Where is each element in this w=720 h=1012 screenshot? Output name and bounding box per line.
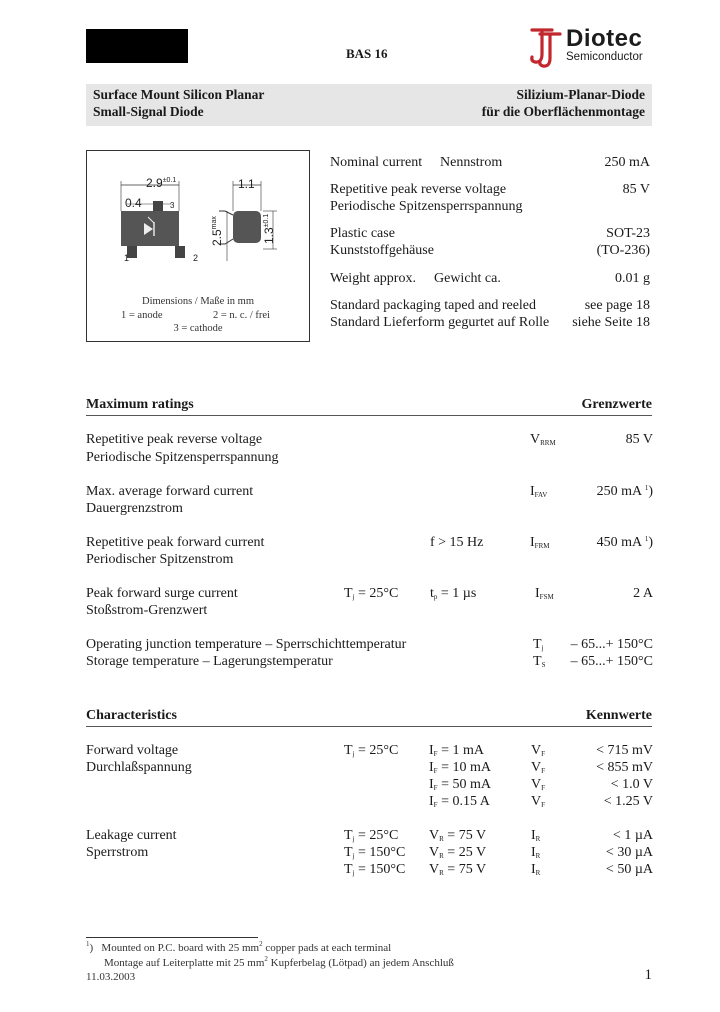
document-date: 11.03.2003: [86, 971, 136, 983]
max-ratings-title-de: Grenzwerte: [581, 397, 652, 412]
ch-ir-row-symbol: $I_R$: [531, 862, 541, 877]
ch-vf-row-value: < 855 mV: [596, 760, 653, 775]
black-header-bar: [86, 29, 188, 63]
mr-ts-label: Storage temperature – Lagerungstemperatur: [86, 654, 333, 669]
spec-pack-value: see page 18: [584, 298, 650, 313]
spec-case-value: SOT-23: [606, 226, 650, 241]
spec-case-value-2: (TO-236): [596, 243, 650, 258]
mr-frm-value: 450 mA $^1$): [596, 535, 653, 550]
dim-length: $2.5^{max}$: [210, 216, 224, 246]
spec-nominal-value: 250 mA: [604, 155, 650, 170]
spec-weight-label: Weight approx.: [330, 271, 416, 286]
mr-fsm-value: 2 A: [633, 586, 653, 601]
spec-pack-label-de: Standard Lieferform gegurtet auf Rolle: [330, 315, 550, 330]
ch-vf-row-condition: $I_F = 1$ mA: [429, 743, 484, 758]
mr-frm-symbol: $I_{FRM}$: [530, 535, 550, 550]
drawing-caption-cathode: 3 = cathode: [173, 323, 223, 334]
ch-ir-row-symbol: $I_R$: [531, 828, 541, 843]
max-ratings-title: Maximum ratings: [86, 397, 194, 412]
ch-vf-row-symbol: $V_F$: [531, 743, 546, 758]
spec-pack-value-de: siehe Seite 18: [572, 315, 650, 330]
footnote-de: Montage auf Leiterplatte mit 25 $mm^2$ Kupferbelag (Lötpad) an jedem Anschluß: [104, 955, 454, 969]
spec-vrrm-label-de: Periodische Spitzensperrspannung: [330, 199, 523, 214]
diotec-logo-icon: [528, 26, 564, 68]
characteristics-title-de: Kennwerte: [585, 708, 652, 723]
spec-case-label-de: Kunststoffgehäuse: [330, 243, 434, 258]
mr-fav-label-de: Dauergrenzstrom: [86, 501, 183, 516]
mr-vrrm-label-de: Periodische Spitzensperrspannung: [86, 450, 279, 465]
mr-fav-label: Max. average forward current: [86, 484, 254, 499]
pin-3-label: 3: [170, 201, 175, 210]
title-en-line2: Small-Signal Diode: [93, 104, 204, 119]
characteristics-divider: [86, 726, 652, 727]
mr-frm-label: Repetitive peak forward current: [86, 535, 265, 550]
ch-vf-row-symbol: $V_F$: [531, 777, 546, 792]
dim-lead: 0.4: [125, 196, 142, 210]
spec-weight-label-de: Gewicht ca.: [434, 271, 501, 286]
ch-ir-row-symbol: $I_R$: [531, 845, 541, 860]
page-number: 1: [644, 967, 652, 983]
ch-vf-row-symbol: $V_F$: [531, 794, 546, 809]
title-de-line1: Silizium-Planar-Diode: [516, 87, 645, 102]
characteristics-title: Characteristics: [86, 708, 177, 723]
ch-vf-label-de: Durchlaßspannung: [86, 760, 192, 775]
dim-depth: $1.3^{\pm 0.1}$: [262, 213, 276, 244]
ch-ir-row-condition: $V_R = 25$ V: [429, 845, 487, 860]
mr-vrrm-label: Repetitive peak reverse voltage: [86, 432, 263, 447]
brand-subtitle: Semiconductor: [566, 51, 643, 63]
mr-ts-symbol: $T_S$: [533, 654, 546, 669]
ch-ir-row-value: < 1 µA: [612, 828, 653, 843]
footnote-en: $^1$) Mounted on P.C. board with 25 $mm^2$ copper pads at each terminal: [86, 940, 392, 954]
title-de-line2: für die Oberflächenmontage: [481, 104, 645, 119]
spec-nominal-label: Nominal current: [330, 155, 423, 170]
mr-fav-value: 250 mA $^1$): [596, 484, 653, 499]
ch-ir-row-condition: $V_R = 75$ V: [429, 862, 487, 877]
mr-fsm-condition-tj: $T_j = 25^\circ C$: [344, 586, 399, 601]
spec-nominal-label-de: Nennstrom: [440, 155, 503, 170]
ch-vf-row-condition: $I_F = 10$ mA: [429, 760, 491, 775]
drawing-caption-nc: 2 = n. c. / frei: [213, 310, 270, 321]
spec-pack-label: Standard packaging taped and reeled: [330, 298, 537, 313]
mr-fsm-condition-tp: $t_p = 1$ µs: [430, 586, 477, 601]
spec-vrrm-label: Repetitive peak reverse voltage: [330, 182, 507, 197]
ch-vf-row-value: < 1.0 V: [610, 777, 653, 792]
title-en-line1: Surface Mount Silicon Planar: [93, 87, 265, 102]
ch-ir-row-tj: $T_j = 150^\circ C$: [344, 845, 406, 860]
mr-tj-value: – 65...+ 150°C: [570, 637, 653, 652]
brand-name: Diotec: [566, 25, 643, 52]
ch-ir-row-value: < 50 µA: [605, 862, 653, 877]
mr-vrrm-value: 85 V: [625, 432, 653, 447]
drawing-caption-dimensions: Dimensions / Maße in mm: [142, 296, 254, 307]
spec-weight-value: 0.01 g: [615, 271, 650, 286]
spec-case-label: Plastic case: [330, 226, 395, 241]
mr-frm-label-de: Periodischer Spitzenstrom: [86, 552, 234, 567]
dim-height: 1.1: [238, 177, 255, 191]
mr-vrrm-symbol: $V_{RRM}$: [530, 432, 556, 447]
mr-tj-label: Operating junction temperature – Sperrschichttemperatur: [86, 637, 407, 652]
mr-ts-value: – 65...+ 150°C: [570, 654, 653, 669]
mr-fav-symbol: $I_{FAV}$: [530, 484, 548, 499]
ch-ir-row-condition: $V_R = 75$ V: [429, 828, 487, 843]
spec-vrrm-value: 85 V: [622, 182, 650, 197]
max-ratings-divider: [86, 415, 652, 416]
ch-ir-label-de: Sperrstrom: [86, 845, 149, 860]
ch-ir-row-tj: $T_j = 150^\circ C$: [344, 862, 406, 877]
ch-vf-row-condition: $I_F = 0.15$ A: [429, 794, 490, 809]
footnote-divider: [86, 937, 258, 938]
mr-fsm-label: Peak forward surge current: [86, 586, 238, 601]
ch-ir-row-tj: $T_j = 25^\circ C$: [344, 828, 399, 843]
ch-vf-condition-tj: $T_j = 25^\circ C$: [344, 743, 399, 758]
mr-fsm-label-de: Stoßstrom-Grenzwert: [86, 603, 208, 618]
ch-vf-label: Forward voltage: [86, 743, 179, 758]
dim-width: $2.9^{\pm 0.1}$: [146, 176, 177, 190]
drawing-caption-anode: 1 = anode: [121, 310, 163, 321]
ch-vf-row-condition: $I_F = 50$ mA: [429, 777, 491, 792]
ch-ir-row-value: < 30 µA: [605, 845, 653, 860]
pin-2-label: 2: [193, 253, 199, 263]
mr-fsm-symbol: $I_{FSM}$: [535, 586, 554, 601]
pin-1-label: 1: [124, 253, 130, 263]
ch-vf-row-value: < 715 mV: [596, 743, 653, 758]
ch-ir-label: Leakage current: [86, 828, 177, 843]
part-number: BAS 16: [346, 46, 388, 61]
ch-vf-row-symbol: $V_F$: [531, 760, 546, 775]
mr-frm-condition: f > 15 Hz: [430, 535, 484, 550]
ch-vf-row-value: < 1.25 V: [603, 794, 653, 809]
mr-tj-symbol: $T_j$: [533, 637, 544, 652]
